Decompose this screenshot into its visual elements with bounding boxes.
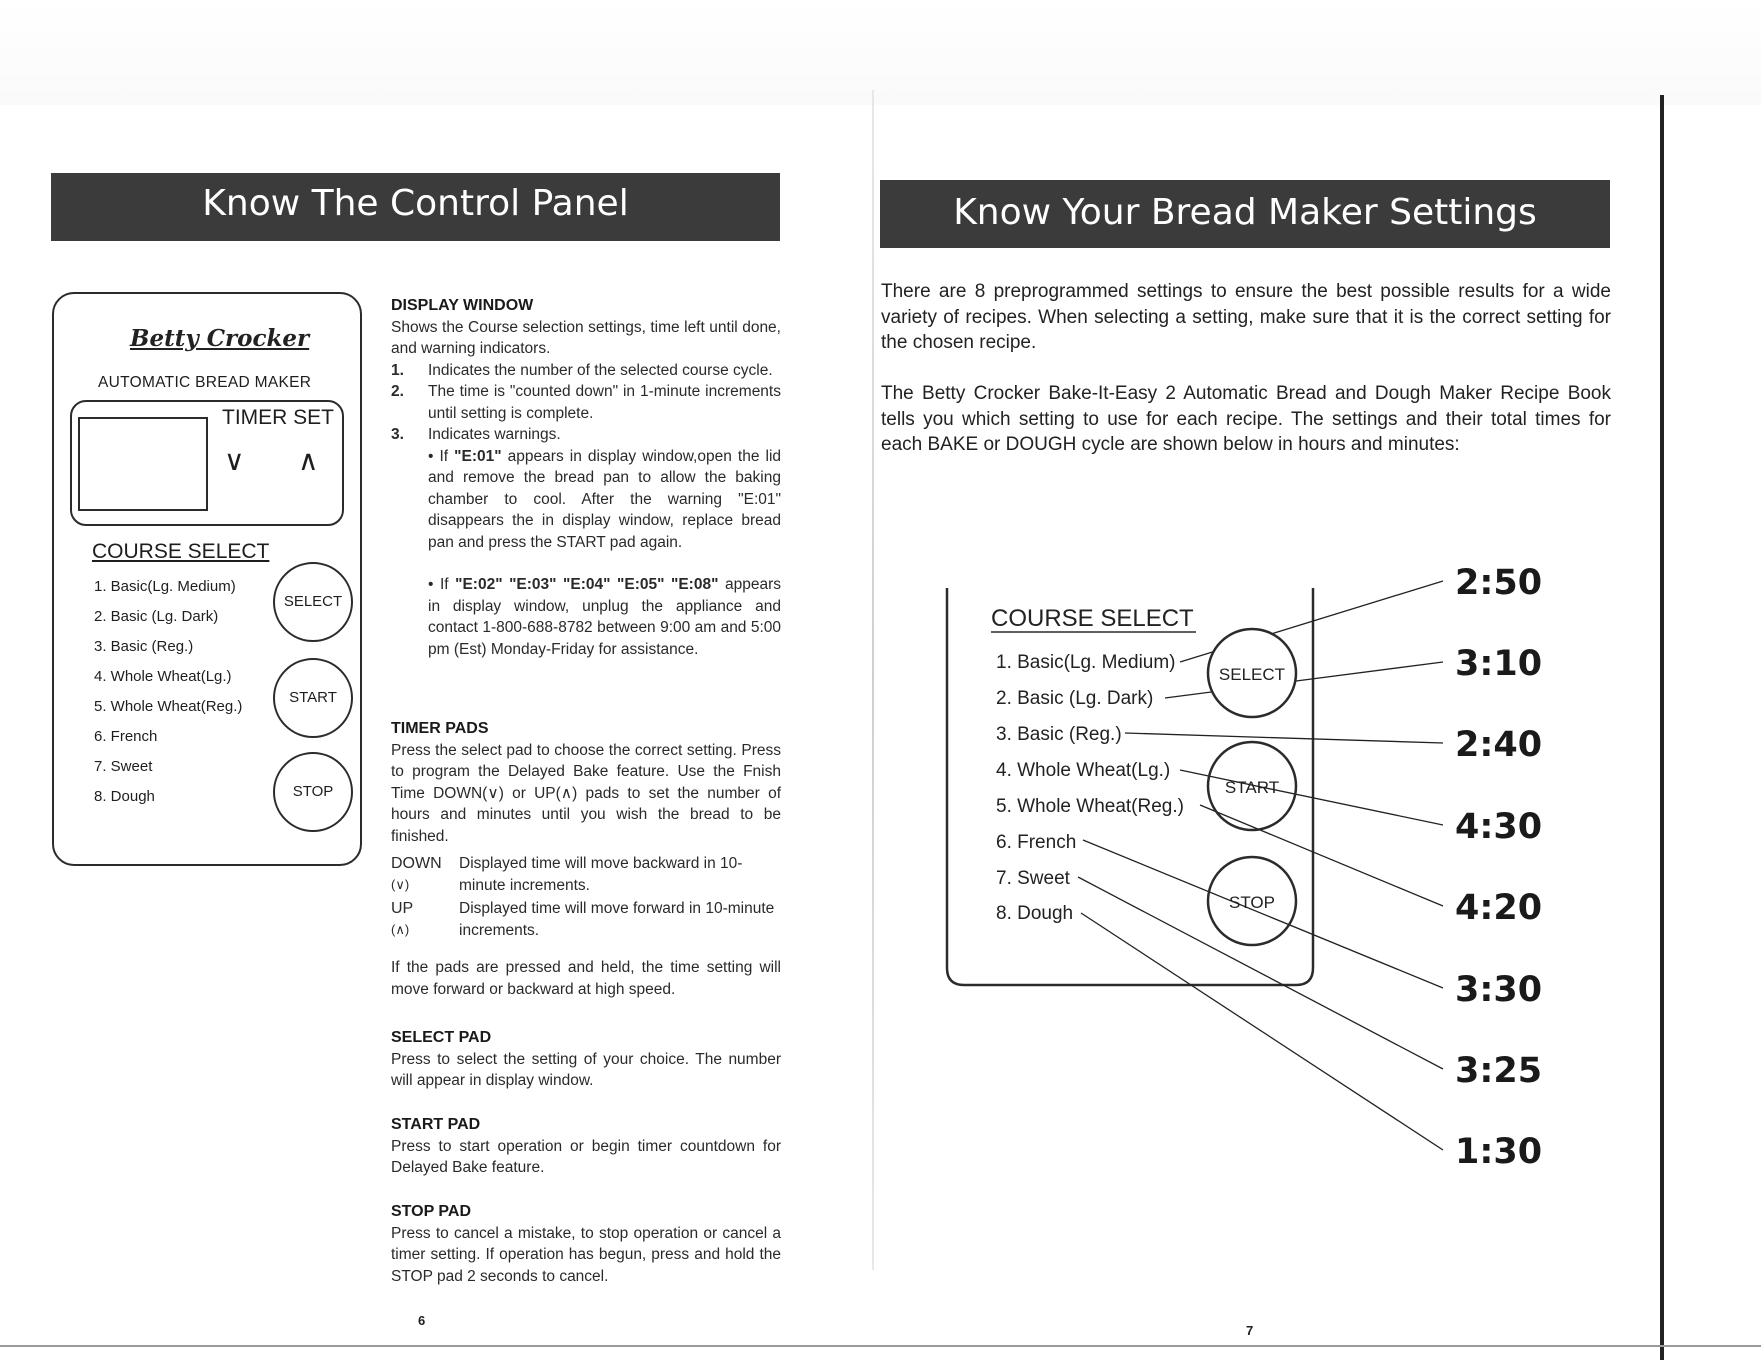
item-text: The time is "counted down" in 1-minute increments until setting is complete. — [428, 383, 781, 422]
select-label: SELECT — [1218, 665, 1286, 684]
down-term: DOWN — [391, 855, 442, 872]
course-times — [1455, 563, 1542, 1172]
course-item: 7. Sweet — [94, 758, 153, 775]
select-button-illustration: SELECT — [273, 562, 353, 642]
bullet-prefix: • If — [428, 576, 456, 593]
item-text: Indicates the number of the selected course cycle. — [428, 361, 773, 379]
up-text: Displayed time will move forward in 10-minute increments. — [459, 900, 775, 939]
warning-text: appears in display window, unplug the appliance and contact 1-800-688-8782 between 9:00 am and 5:00 pm (Est) Monday-Friday for assistance. — [428, 576, 782, 658]
section-heading: SELECT PAD — [391, 1029, 492, 1046]
stop-label: STOP — [1229, 893, 1275, 912]
stop-button-illustration: STOP — [273, 752, 353, 832]
brand-logo: Betty Crocker — [130, 325, 310, 352]
bullet-prefix: • If — [428, 447, 455, 465]
timer-set-label: TIMER SET — [222, 406, 335, 429]
error-code: "E:01" — [454, 447, 502, 465]
page-title-control-panel: Know The Control Panel — [51, 173, 780, 241]
connector-line — [1200, 805, 1443, 906]
item-number: 2. — [391, 383, 404, 400]
connector-line — [1083, 840, 1443, 988]
course-select-heading: COURSE SELECT — [92, 540, 270, 563]
course-time: 4:20 — [1455, 888, 1543, 928]
connector-line — [1081, 913, 1443, 1150]
connector-line — [1125, 733, 1443, 743]
item-text: Indicates warnings. — [428, 426, 561, 443]
intro-paragraph: There are 8 preprogrammed settings to ensure the best possible results for a wide variety of recipes. When selecting a setting, make sure that it is the correct setting for the chosen recipe. — [881, 281, 1611, 353]
section-text: Press to cancel a mistake, to stop operation or cancel a timer setting. If operation has begun, press and hold the STOP pad 2 seconds to cancel. — [391, 1224, 781, 1285]
course-item: 6. French — [996, 832, 1077, 853]
warning-text: appears in display window,open the lid and remove the bread pan to allow the baking chamber to cool. After the warning "E:01" disappears the in display window, replace bread pan and press the START pad again. — [428, 447, 782, 551]
down-symbol: (∨) — [391, 877, 410, 892]
item-number: 3. — [391, 426, 404, 443]
course-time: 2:50 — [1455, 563, 1543, 603]
hold-text: If the pads are pressed and held, the time setting will move forward or backward at high speed. — [391, 959, 781, 998]
page-title-settings: Know Your Bread Maker Settings — [880, 180, 1610, 248]
section-heading: START PAD — [391, 1116, 481, 1133]
course-item: 7. Sweet — [996, 868, 1070, 889]
course-time: 3:30 — [1455, 970, 1543, 1010]
course-item: 3. Basic (Reg.) — [94, 638, 194, 655]
course-item: 3. Basic (Reg.) — [996, 724, 1122, 745]
course-item: 6. French — [94, 728, 158, 745]
error-codes: "E:02" "E:03" "E:04" "E:05" "E:08" — [455, 576, 719, 593]
course-time: 4:30 — [1455, 807, 1543, 847]
course-item: 8. Dough — [996, 903, 1074, 924]
course-item: 8. Dough — [94, 788, 155, 805]
section-text: Shows the Course selection settings, time left until done, and warning indicators. — [391, 318, 781, 357]
start-label: START — [1224, 778, 1280, 797]
connector-line — [1165, 662, 1443, 698]
course-item: 2. Basic (Lg. Dark) — [94, 608, 219, 625]
section-heading: DISPLAY WINDOW — [391, 297, 534, 314]
section-text: Press the select pad to choose the correct setting. Press to program the Delayed Bake feature. Use the Fnish Time DOWN(∨) or UP(∧) pads to set the number of hours and minutes until you wish the bread to be finished. — [391, 741, 781, 845]
course-item: 5. Whole Wheat(Reg.) — [996, 796, 1184, 817]
course-time: 1:30 — [1455, 1132, 1543, 1172]
chevron-down-icon: ∨ — [224, 444, 245, 477]
up-term: UP — [391, 900, 414, 917]
recipe-book-paragraph: The Betty Crocker Bake-It-Easy 2 Automatic Bread and Dough Maker Recipe Book tells you which setting to use for each recipe. The settings and their total times for each BAKE or DOUGH cycle are shown below in hours and minutes: — [881, 383, 1611, 455]
down-text: Displayed time will move backward in 10-minute increments. — [459, 855, 743, 894]
up-symbol: (∧) — [391, 922, 410, 937]
section-heading: TIMER PADS — [391, 720, 489, 737]
section-heading: STOP PAD — [391, 1203, 472, 1220]
section-text: Press to start operation or begin timer countdown for Delayed Bake feature. — [391, 1137, 781, 1176]
course-item: 4. Whole Wheat(Lg.) — [996, 760, 1171, 781]
page-number: 7 — [1246, 1323, 1254, 1338]
chevron-up-icon: ∧ — [298, 444, 319, 477]
panel-subtitle: AUTOMATIC BREAD MAKER — [98, 374, 312, 391]
section-text: Press to select the setting of your choice. The number will appear in display window. — [391, 1050, 781, 1089]
course-item: 4. Whole Wheat(Lg.) — [94, 668, 232, 685]
course-time: 2:40 — [1455, 725, 1543, 765]
course-time: 3:25 — [1455, 1051, 1543, 1091]
item-number: 1. — [391, 361, 404, 379]
course-time: 3:10 — [1455, 644, 1543, 684]
start-button-illustration: START — [273, 658, 353, 738]
page-number: 6 — [418, 1313, 426, 1328]
course-item: 5. Whole Wheat(Reg.) — [94, 698, 243, 715]
course-item: 1. Basic(Lg. Medium) — [996, 652, 1176, 673]
course-item: 1. Basic(Lg. Medium) — [94, 578, 236, 595]
course-select-heading: COURSE SELECT — [991, 605, 1194, 632]
course-item: 2. Basic (Lg. Dark) — [996, 688, 1154, 709]
